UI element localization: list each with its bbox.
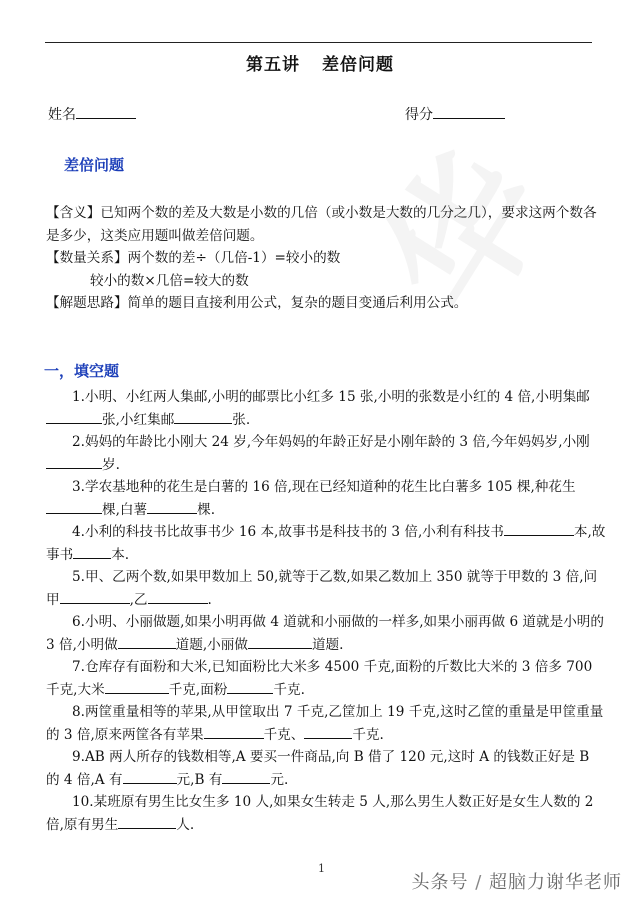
relation-line-1: 【数量关系】两个数的差÷（几倍-1）=较小的数 xyxy=(46,250,341,266)
problem-2 xyxy=(46,431,606,476)
name-label: 姓名 xyxy=(48,107,76,123)
problem-list xyxy=(46,386,606,836)
answer-blank xyxy=(73,545,111,559)
problem-text: ,乙 xyxy=(129,591,148,608)
page-title xyxy=(0,50,640,75)
page-number: 1 xyxy=(318,862,325,875)
problem-text: 2.妈妈的年龄比小刚大 24 岁,今年妈妈的年龄正好是小刚年龄的 3 倍,今年妈妈岁,小刚 xyxy=(72,434,590,450)
intro-block xyxy=(46,202,606,315)
problem-6 xyxy=(46,611,606,656)
problem-text: . xyxy=(207,591,212,608)
watermark-source: 头条号 xyxy=(411,872,469,893)
problem-5 xyxy=(46,566,606,611)
problem-text: 棵. xyxy=(197,501,216,518)
problem-1 xyxy=(46,386,606,431)
section-heading-fill-in: 一，填空题 xyxy=(44,362,120,380)
problem-text: 棵,白薯 xyxy=(102,501,148,518)
answer-blank xyxy=(148,590,208,604)
problem-text: 张,小红集邮 xyxy=(102,411,175,428)
problem-text: 4.小利的科技书比故事书少 16 本,故事书是科技书的 3 倍,小利有科技书 xyxy=(72,524,504,540)
problem-text: 6.小明、小丽做题,如果小明再做 4 道就和小丽做的一样多,如果小丽再做 6 道就是小明的 3 倍,小明做 xyxy=(46,614,604,653)
topic-heading: 差倍问题 xyxy=(64,156,125,174)
problem-text: 千克、 xyxy=(263,726,305,743)
problem-text: 元. xyxy=(270,771,289,788)
score-blank xyxy=(433,104,505,119)
problem-text: 元,B 有 xyxy=(176,771,223,788)
problem-text: 岁. xyxy=(102,456,120,473)
lecture-topic: 差倍问题 xyxy=(322,55,394,75)
answer-blank xyxy=(504,522,574,536)
problem-text: 张. xyxy=(232,411,251,428)
answer-blank xyxy=(147,500,197,514)
problem-9 xyxy=(46,746,606,791)
score-label: 得分 xyxy=(405,107,433,123)
problem-text: 8.两筐重量相等的苹果,从甲筐取出 7 千克,乙筐加上 19 千克,这时乙筐的重量是甲筐重量的 3 倍,原来两筐各有苹果 xyxy=(46,704,604,743)
approach-text: 【解题思路】简单的题目直接利用公式，复杂的题目变通后利用公式。 xyxy=(46,295,468,311)
answer-blank xyxy=(118,815,176,829)
answer-blank xyxy=(46,455,102,469)
answer-blank xyxy=(46,500,102,514)
problem-text: 本. xyxy=(111,546,130,563)
answer-blank xyxy=(123,770,177,784)
answer-blank xyxy=(118,635,176,649)
relation-line-2: 较小的数×几倍=较大的数 xyxy=(90,272,249,289)
problem-8 xyxy=(46,701,606,746)
problem-text: 道题. xyxy=(311,636,344,653)
problem-text: 7.仓库存有面粉和大米,已知面粉比大米多 4500 千克,面粉的斤数比大米的 3 倍多 700 千克,大米 xyxy=(46,659,593,698)
problem-text: 千克. xyxy=(273,681,305,698)
problem-text: 1.小明、小红两人集邮,小明的邮票比小红多 15 张,小明的张数是小红的 4 倍,小明集邮 xyxy=(72,389,590,405)
problem-4 xyxy=(46,521,606,566)
name-blank xyxy=(76,104,136,119)
problem-text: 千克,面粉 xyxy=(168,681,228,698)
answer-blank xyxy=(248,635,312,649)
problem-text: 本,故事书 xyxy=(46,524,606,563)
answer-blank xyxy=(174,410,232,424)
problem-10 xyxy=(46,791,606,836)
lecture-number: 第五讲 xyxy=(246,55,300,75)
answer-blank xyxy=(46,410,102,424)
problem-text: 3.学农基地种的花生是白薯的 16 倍,现在已经知道种的花生比白薯多 105 棵,种花生 xyxy=(72,479,576,495)
answer-blank xyxy=(105,680,169,694)
answer-blank xyxy=(304,725,352,739)
problem-7 xyxy=(46,656,606,701)
problem-text: 人. xyxy=(176,816,195,833)
source-watermark xyxy=(411,868,622,894)
answer-blank xyxy=(204,725,264,739)
problem-text: 千克. xyxy=(352,726,384,743)
problem-text: 5.甲、乙两个数,如果甲数加上 50,就等于乙数,如果乙数加上 350 就等于甲数的 3 倍,问甲 xyxy=(46,569,598,608)
answer-blank xyxy=(227,680,273,694)
name-field xyxy=(48,104,136,124)
watermark-author: 超脑力谢华老师 xyxy=(489,872,622,893)
answer-blank xyxy=(60,590,130,604)
problem-text: 道题,小丽做 xyxy=(175,636,248,653)
problem-3 xyxy=(46,476,606,521)
meaning-text: 【含义】已知两个数的差及大数是小数的几倍（或小数是大数的几分之几），要求这两个数各是多少，这类应用题叫做差倍问题。 xyxy=(46,205,597,244)
problem-text: 10.某班原有男生比女生多 10 人,如果女生转走 5 人,那么男生人数正好是女生人数的 2 倍,原有男生 xyxy=(46,794,594,833)
answer-blank xyxy=(222,770,270,784)
header-rule xyxy=(45,42,592,43)
score-field xyxy=(405,104,505,124)
watermark-separator: / xyxy=(475,872,483,893)
problem-text: 9.AB 两人所存的钱数相等,A 要买一件商品,向 B 借了 120 元,这时 A 的钱数正好是 B 的 4 倍,A 有 xyxy=(46,749,590,788)
